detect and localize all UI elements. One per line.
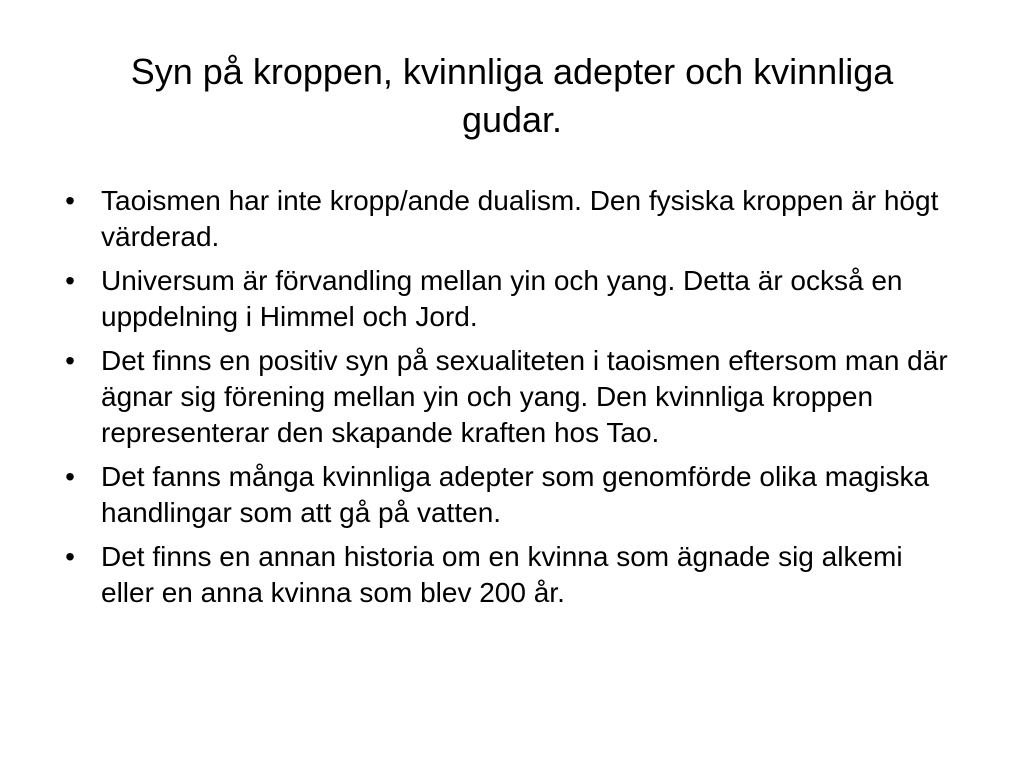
- bullet-icon: •: [65, 541, 75, 572]
- bullet-list: [58, 183, 958, 619]
- bullet-item: [58, 459, 958, 531]
- bullet-icon: •: [65, 185, 75, 216]
- bullet-text: Det fanns många kvinnliga adepter som genomförde olika magiska handlingar som att gå på vatten.: [101, 461, 930, 528]
- slide-title: Syn på kroppen, kvinnliga adepter och kvinnliga gudar.: [130, 51, 894, 140]
- bullet-icon: •: [65, 265, 75, 296]
- bullet-item: [58, 183, 958, 255]
- bullet-text: Universum är förvandling mellan yin och yang. Detta är också en uppdelning i Himmel och Jord.: [101, 265, 903, 332]
- bullet-text: Det finns en positiv syn på sexualiteten i taoismen eftersom man där ägnar sig förening mellan yin och yang. Den kvinnliga kroppen representerar den skapande kraften hos Tao.: [101, 345, 948, 448]
- bullet-icon: •: [65, 461, 75, 492]
- bullet-text: Taoismen har inte kropp/ande dualism. Den fysiska kroppen är högt värderad.: [101, 185, 939, 252]
- bullet-item: [58, 343, 958, 451]
- bullet-item: [58, 539, 958, 611]
- bullet-text: Det finns en annan historia om en kvinna som ägnade sig alkemi eller en anna kvinna som blev 200 år.: [101, 541, 903, 608]
- bullet-icon: •: [65, 345, 75, 376]
- bullet-item: [58, 263, 958, 335]
